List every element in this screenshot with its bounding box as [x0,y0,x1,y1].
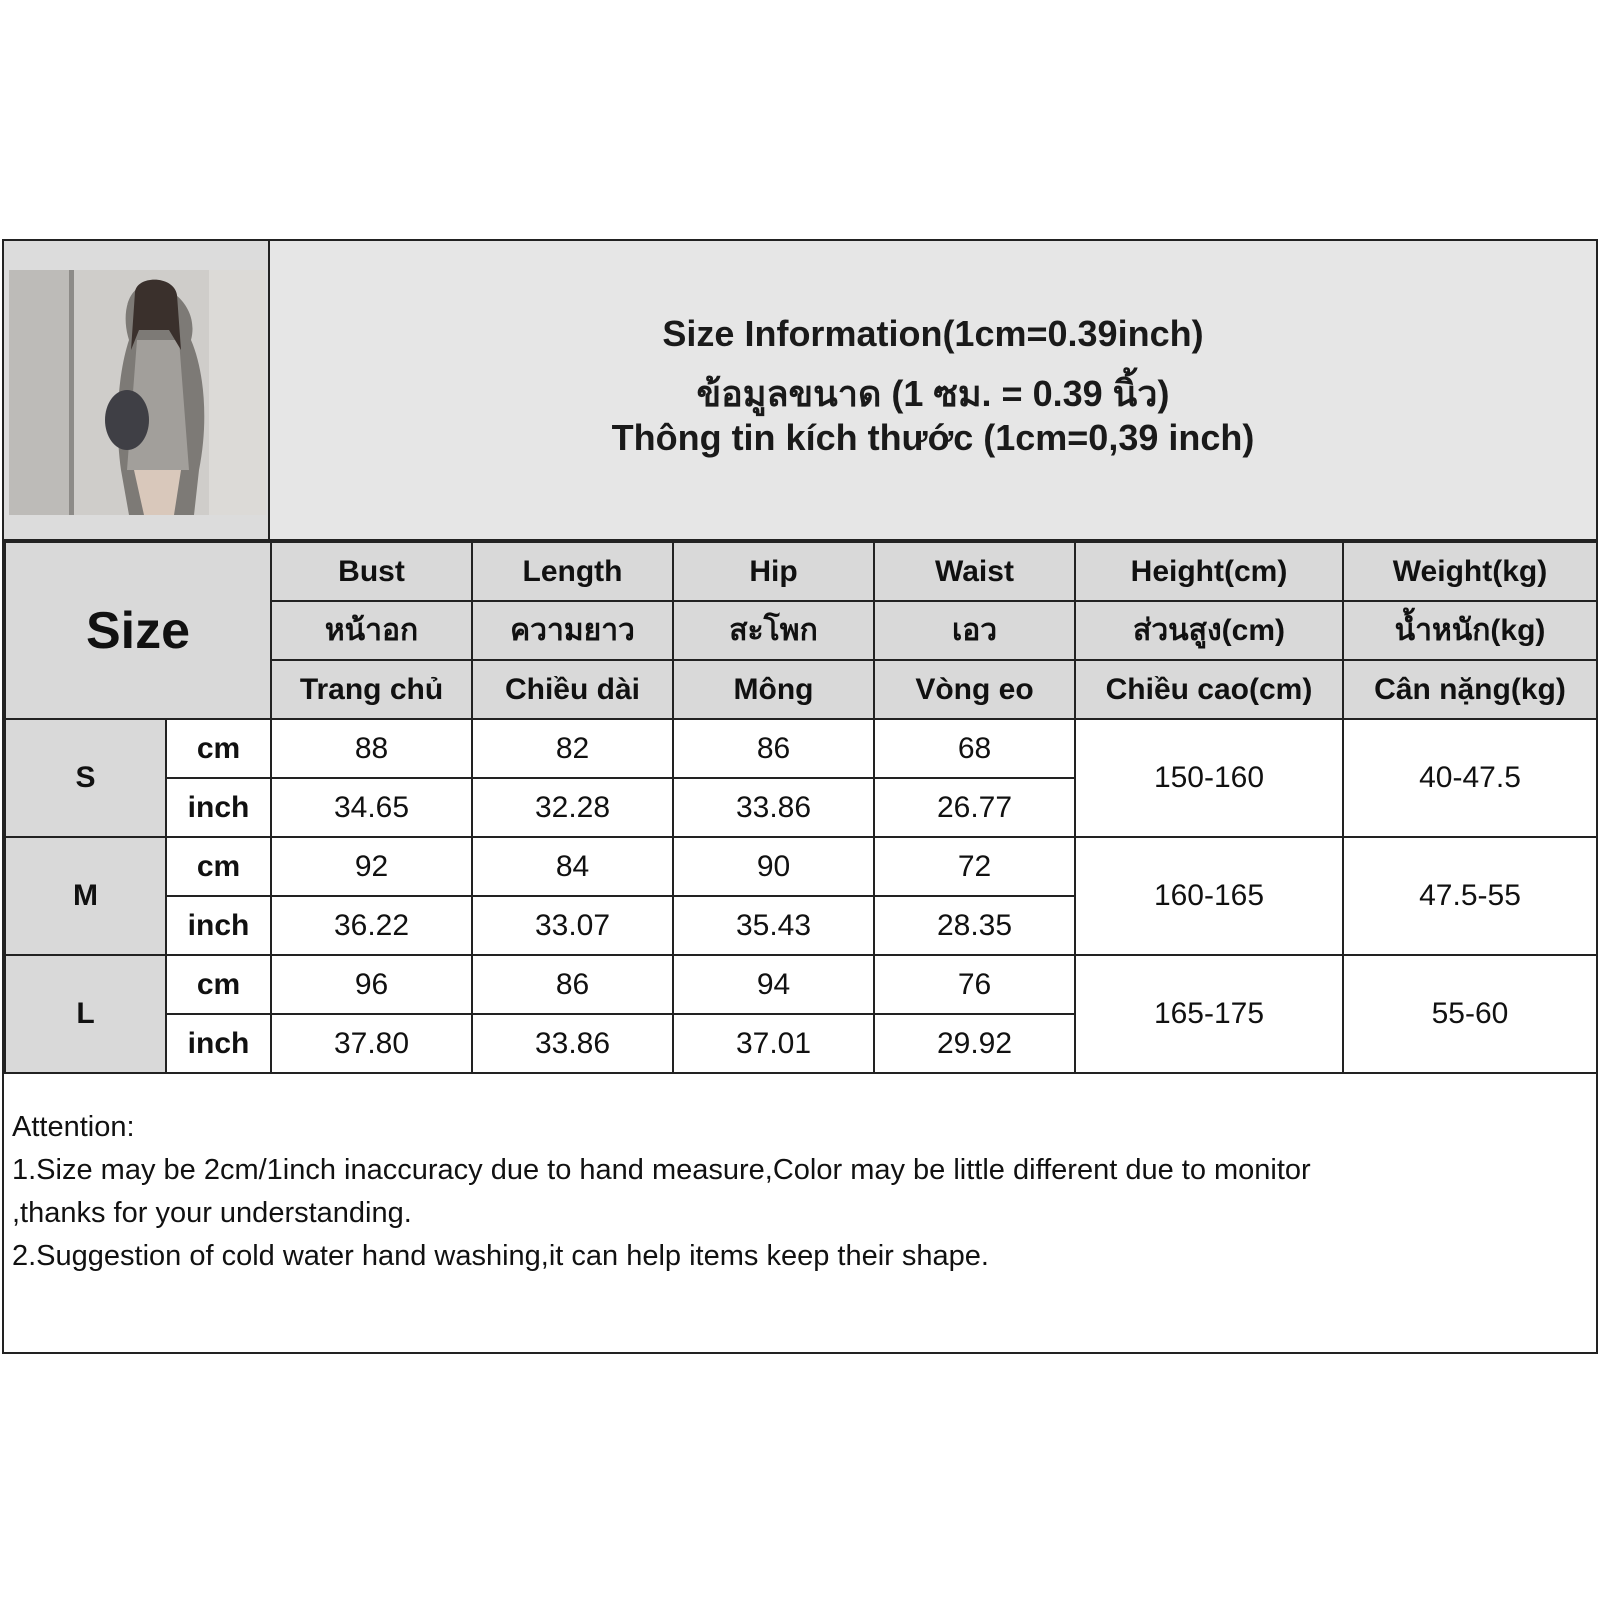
header-row-english [5,542,1597,601]
header-waist-vi: Vòng eo [874,660,1075,719]
s-bust-cm: 88 [271,719,472,778]
unit-inch-label: inch [166,1014,271,1073]
s-hip-cm: 86 [673,719,874,778]
notes-line-1: 1.Size may be 2cm/1inch inaccuracy due to hand measure,Color may be little different due to monitor [12,1154,1311,1186]
header-height: Height(cm) [1075,542,1343,601]
header-hip: Hip [673,542,874,601]
header-length: Length [472,542,673,601]
notes-line-2: ,thanks for your understanding. [12,1197,412,1229]
model-photo-illustration [9,270,266,515]
header-hip-vi: Mông [673,660,874,719]
m-bust-cm: 92 [271,837,472,896]
header-weight: Weight(kg) [1343,542,1597,601]
m-hip-cm: 90 [673,837,874,896]
l-waist-cm: 76 [874,955,1075,1014]
size-header: Size [5,542,271,719]
s-bust-inch: 34.65 [271,778,472,837]
l-waist-inch: 29.92 [874,1014,1075,1073]
s-length-cm: 82 [472,719,673,778]
table-row [5,955,1597,1014]
size-m-label: M [5,837,166,955]
l-hip-inch: 37.01 [673,1014,874,1073]
l-weight: 55-60 [1343,955,1597,1073]
size-chart [2,239,1598,1354]
m-height: 160-165 [1075,837,1343,955]
l-height: 165-175 [1075,955,1343,1073]
s-waist-inch: 26.77 [874,778,1075,837]
header-length-vi: Chiều dài [472,660,673,719]
header-hip-thai: สะโพก [673,601,874,660]
unit-cm-label: cm [166,955,271,1014]
unit-cm-label: cm [166,837,271,896]
s-hip-inch: 33.86 [673,778,874,837]
header-bust: Bust [271,542,472,601]
m-hip-inch: 35.43 [673,896,874,955]
notes-heading: Attention: [12,1111,135,1143]
title-english: Size Information(1cm=0.39inch) [662,313,1204,354]
s-length-inch: 32.28 [472,778,673,837]
m-bust-inch: 36.22 [271,896,472,955]
header-weight-thai: น้ำหนัก(kg) [1343,601,1597,660]
table-row [5,837,1597,896]
m-weight: 47.5-55 [1343,837,1597,955]
unit-inch-label: inch [166,778,271,837]
header-waist-thai: เอว [874,601,1075,660]
size-table [4,541,1598,1074]
header-height-vi: Chiều cao(cm) [1075,660,1343,719]
size-s-label: S [5,719,166,837]
l-hip-cm: 94 [673,955,874,1014]
header-waist: Waist [874,542,1075,601]
l-bust-cm: 96 [271,955,472,1014]
unit-cm-label: cm [166,719,271,778]
header-bust-vi: Trang chủ [271,660,472,719]
l-length-cm: 86 [472,955,673,1014]
title-vietnamese: Thông tin kích thước (1cm=0,39 inch) [611,417,1255,458]
header-weight-vi: Cân nặng(kg) [1343,660,1597,719]
title-cell [270,241,1596,541]
l-length-inch: 33.86 [472,1014,673,1073]
header-height-thai: ส่วนสูง(cm) [1075,601,1343,660]
product-photo-cell [4,241,270,541]
l-bust-inch: 37.80 [271,1014,472,1073]
table-row [5,719,1597,778]
unit-inch-label: inch [166,896,271,955]
s-weight: 40-47.5 [1343,719,1597,837]
size-l-label: L [5,955,166,1073]
m-length-inch: 33.07 [472,896,673,955]
attention-notes [12,1106,1588,1278]
title-thai: ข้อมูลขนาด (1 ซม. = 0.39 นิ้ว) [696,373,1170,414]
m-waist-cm: 72 [874,837,1075,896]
product-photo [9,270,266,515]
s-waist-cm: 68 [874,719,1075,778]
header-bust-thai: หน้าอก [271,601,472,660]
s-height: 150-160 [1075,719,1343,837]
notes-line-3: 2.Suggestion of cold water hand washing,it can help items keep their shape. [12,1240,989,1272]
m-length-cm: 84 [472,837,673,896]
header-length-thai: ความยาว [472,601,673,660]
m-waist-inch: 28.35 [874,896,1075,955]
